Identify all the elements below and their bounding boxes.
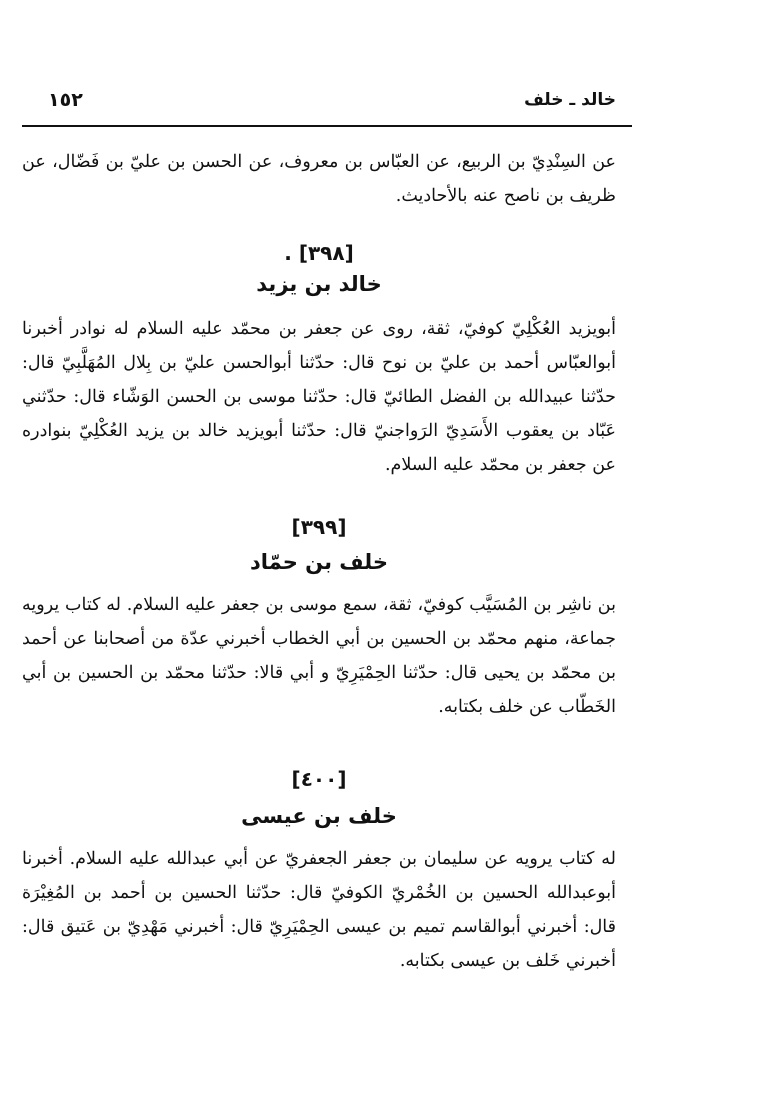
entry-399-title: خلف بن حمّاد bbox=[250, 550, 388, 574]
entry-398-body bbox=[22, 312, 616, 482]
running-title: خالد ـ خلف bbox=[524, 90, 616, 110]
entry-398-text: أبويزيد العُكْلِيّ كوفيّ، ثقة، روى عن جعفر بن محمّد عليه السلام له نوادر أخبرنا أبوالعبّاس أحمد بن عليّ بن نوح قال: حدّثنا أبوالحسن عليّ بن بِلال المُهَلَّبِيّ قال: حدّثنا عبيدالله بن الفضل الطائيّ قال: حدّثنا موسى بن الحسن الوَشّاء قال: حدّثني عَبّاد بن يعقوب الأَسَدِيّ الرَواجنيّ قال: حدّثنا أبويزيد خالد بن يزيد العُكْلِيّ بنوادره عن جعفر بن محمّد عليه السلام. bbox=[22, 319, 616, 475]
entry-400-text: له كتاب يرويه عن سليمان بن جعفر الجعفريّ عن أبي عبدالله عليه السلام. أخبرنا أبوعبدالله الحسين بن الخُمْريّ الكوفيّ قال: حدّثنا الحسين بن أحمد بن المُغِيْرَة قال: أخبرني أبوالقاسم تميم بن عيسى الحِمْيَرِيّ قال: أخبرني مَهْدِيّ بن عَتيق قال: أخبرني خَلف بن عيسى بكتابه. bbox=[22, 849, 616, 971]
entry-400-body bbox=[22, 842, 616, 978]
entry-400-title: خلف بن عيسى bbox=[241, 804, 397, 828]
page-header bbox=[48, 88, 616, 112]
entry-398-number: [٣٩٨] . bbox=[284, 241, 354, 265]
entry-399-number: [٣٩٩] bbox=[291, 515, 347, 539]
header-rule bbox=[22, 125, 632, 127]
page-number: ١٥٢ bbox=[48, 89, 83, 111]
entry-400-number: [٤٠٠] bbox=[291, 767, 347, 791]
entry-398-title: خالد بن يزيد bbox=[256, 272, 382, 296]
intro-paragraph bbox=[22, 145, 616, 213]
intro-text: عن السِنْدِيّ بن الربيع، عن العبّاس بن معروف، عن الحسن بن عليّ بن فَضّال، عن ظريف بن ناصح عنه بالأحاديث. bbox=[22, 152, 616, 206]
entry-399-body bbox=[22, 588, 616, 724]
entry-399-text: بن ناشِر بن المُسَيَّب كوفيّ، ثقة، سمع موسى بن جعفر عليه السلام. له كتاب يرويه جماعة، منهم محمّد بن الحسين بن أبي الخطاب أخبرني عدّة من أصحابنا عن أحمد بن محمّد بن يحيى قال: حدّثنا الحِمْيَرِيّ و أبي قالا: حدّثنا محمّد بن الحسين بن أبي الخَطّاب عن خلف بكتابه. bbox=[22, 595, 616, 717]
